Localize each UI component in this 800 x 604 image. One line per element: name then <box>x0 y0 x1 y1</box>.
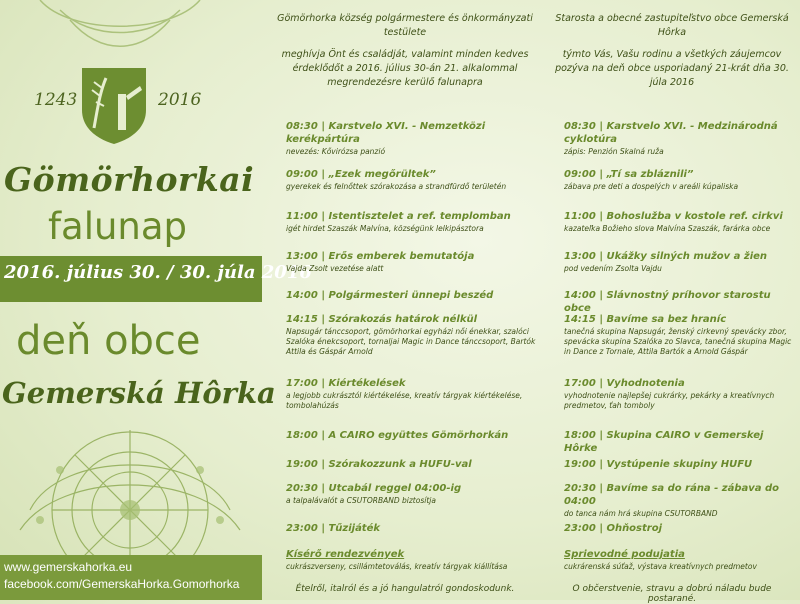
sk-program-item <box>564 210 796 234</box>
sk-program-item-title: 23:00 | Ohňostroj <box>564 523 663 534</box>
sk-program-item-title: 13:00 | Ukážky silných mužov a žien <box>564 251 768 262</box>
hu-program-item-title: 23:00 | Tűzijáték <box>286 523 381 534</box>
sk-program-item <box>564 548 796 572</box>
hu-closing-note: Ételről, italról és a jó hangulatról gondoskodunk. <box>295 584 515 594</box>
sk-program-item <box>564 377 796 411</box>
slovak-program-column <box>548 12 796 604</box>
hu-program-item-title: 14:15 | Szórakozás határok nélkül <box>286 314 478 325</box>
sk-program-item <box>564 313 796 357</box>
hu-program-item-description: a talpalávalót a CSUTORBAND biztosítja <box>286 496 436 505</box>
hu-program-item-title: 14:00 | Polgármesteri ünnepi beszéd <box>286 290 494 301</box>
sk-program-item-title: 14:15 | Bavíme sa bez hraníc <box>564 314 727 325</box>
hu-program-item <box>286 522 540 535</box>
sk-program-item-title: 17:00 | Vyhodnotenia <box>564 378 685 389</box>
year-left: 1243 <box>34 90 78 110</box>
sk-program-item <box>564 458 796 471</box>
hu-program-item <box>286 377 540 411</box>
subtitle-falunap: falunap <box>48 205 188 248</box>
hu-program-item <box>286 250 540 274</box>
sk-intro-invitation: týmto Vás, Vašu rodinu a všetkých záujemcov pozýva na deň obce usporiadaný 21-krát dňa 30. júla 2016 <box>555 49 789 88</box>
hu-program-item-description: igét hirdet Szaszák Malvína, községünk lelkipásztora <box>286 224 484 233</box>
hu-program-item-description: gyerekek és felnőttek szórakozása a strandfürdő területén <box>286 182 507 191</box>
hu-program-item <box>286 429 540 442</box>
hu-program-item-description: cukrászverseny, csillámtetoválás, kreatív tárgyak kiállítása <box>286 562 508 571</box>
sk-program-item <box>564 120 796 157</box>
sk-closing-note: O občerstvenie, stravu a dobrú náladu bude postarané. <box>572 584 772 604</box>
hu-program-item-description: a legjobb cukrásztól kiértékelése, kreatív tárgyak kiértékelése, tombolahúzás <box>286 391 523 410</box>
year-right: 2016 <box>158 90 202 110</box>
sk-program-item <box>564 429 796 455</box>
hu-program-item-title: Kísérő rendezvények <box>286 549 405 560</box>
sk-program-item-description: cukrárenská súťaž, výstava kreatívnych predmetov <box>564 562 757 571</box>
hu-program-item-description: nevezés: Kővirózsa panzió <box>286 147 386 156</box>
sk-program-item-title: 20:30 | Bavíme sa do rána - zábava do 04:00 <box>564 483 780 507</box>
hu-program-item <box>286 168 540 192</box>
hu-program-item-description: Napsugár tánccsoport, gömörhorkai egyházi női énekkar, szalóci Szalóka énekcsoport, tornaljai Magic in Dance tánccsoport, Bartók Attila és Gáspár Arnold <box>286 327 536 356</box>
hu-program-item-description: Vajda Zsolt vezetése alatt <box>286 264 384 273</box>
hu-program-item <box>286 482 540 506</box>
sk-program-item-title: 14:00 | Slávnostný príhovor starostu obce <box>564 290 771 314</box>
sk-program-item-title: 18:00 | Skupina CAIRO v Gemerskej Hôrke <box>564 430 764 454</box>
hu-program-item <box>286 210 540 234</box>
footer-links <box>0 555 262 600</box>
hu-program-item-title: 19:00 | Szórakozzunk a HUFU-val <box>286 459 472 470</box>
sk-program-item-title: Sprievodné podujatia <box>564 549 685 560</box>
village-coat-of-arms <box>80 66 148 146</box>
hu-program-item-title: 18:00 | A CAIRO együttes Gömörhorkán <box>286 430 509 441</box>
title-hungarian: Gömörhorkai <box>4 160 255 199</box>
hu-program-item <box>286 548 540 572</box>
hu-intro-organizer: Gömörhorka község polgármestere és önkormányzati testülete <box>277 13 533 38</box>
hu-program-item-title: 09:00 | „Ezek megőrültek” <box>286 169 436 180</box>
sk-program-item-title: 08:30 | Karstvelo XVI. - Medzinárodná cyklotúra <box>564 121 778 145</box>
sk-program-item-title: 09:00 | „Tí sa zbláznili” <box>564 169 694 180</box>
left-panel <box>0 0 312 600</box>
sk-program-item-description: zábava pre deti a dospelých v areáli kúpaliska <box>564 182 739 191</box>
hu-program-item <box>286 289 540 302</box>
facebook-link[interactable]: facebook.com/GemerskaHorka.Gomorhorka <box>4 577 240 591</box>
sk-program-item <box>564 482 796 519</box>
hu-intro-invitation: meghívja Önt és családját, valamint minden kedves érdeklődőt a 2016. július 30-án 21. alkalommal megrendezésre kerülő falunapra <box>281 49 529 88</box>
sk-program-item-description: pod vedením Zsolta Vajdu <box>564 264 662 273</box>
sk-intro-organizer: Starosta a obecné zastupiteľstvo obce Gemerská Hôrka <box>555 13 789 38</box>
sk-program-item-description: kazateľka Božieho slova Malvína Szaszák, farárka obce <box>564 224 771 233</box>
hu-intro <box>270 12 540 90</box>
hu-program-item <box>286 120 540 157</box>
sk-program-item <box>564 168 796 192</box>
subtitle-den-obce: deň obce <box>16 318 201 364</box>
sk-program-item <box>564 289 796 315</box>
sk-program-item-description: vyhodnotenie najlepšej cukrárky, pekárky a kreatívnych predmetov, ťah tomboly <box>564 391 775 410</box>
sk-program-item <box>564 522 796 535</box>
hu-program-item-title: 13:00 | Erős emberek bemutatója <box>286 251 475 262</box>
hu-program-item-title: 08:30 | Karstvelo XVI. - Nemzetközi kerékpártúra <box>286 121 486 145</box>
hu-program-item-title: 11:00 | Istentisztelet a ref. templomban <box>286 211 511 222</box>
date-banner-text: 2016. július 30. / 30. júla 2016 <box>4 262 312 283</box>
hu-program-item-title: 17:00 | Kiértékelések <box>286 378 406 389</box>
hu-program-item-title: 20:30 | Utcabál reggel 04:00-ig <box>286 483 462 494</box>
sk-program-item-description: do tanca nám hrá skupina CSUTORBAND <box>564 509 718 518</box>
hungarian-program-column <box>270 12 540 594</box>
hu-program-item <box>286 458 540 471</box>
hu-program-item <box>286 313 540 357</box>
website-link[interactable]: www.gemerskahorka.eu <box>4 560 133 574</box>
title-slovak: Gemerská Hôrka <box>2 376 276 410</box>
sk-program-item-description: zápis: Penzión Skalná ruža <box>564 147 664 156</box>
sk-intro <box>548 12 796 90</box>
sk-program-item-description: tanečná skupina Napsugár, ženský cirkevný spevácky zbor, spevácka skupina Szalóka zo Slavca, tanečná skupina Magic in Dance z Tornale, Attila Bartók a Arnold Gáspár <box>564 327 792 356</box>
sk-program-item-title: 11:00 | Bohoslužba v kostole ref. cirkvi <box>564 211 783 222</box>
sk-program-item <box>564 250 796 274</box>
sk-program-item-title: 19:00 | Vystúpenie skupiny HUFU <box>564 459 753 470</box>
